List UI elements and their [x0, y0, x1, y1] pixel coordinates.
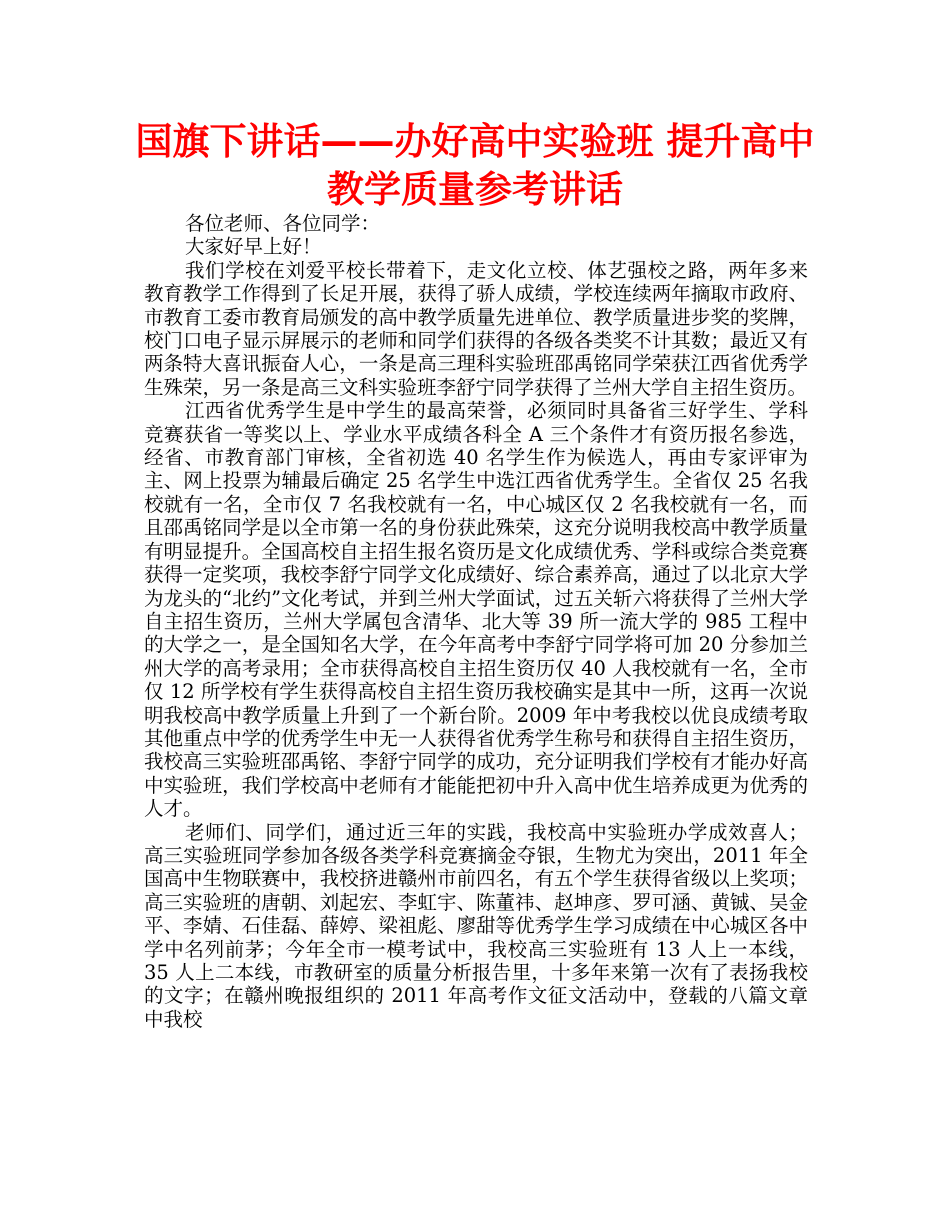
paragraph-honors: 江西省优秀学生是中学生的最高荣誉，必须同时具备省三好学生、学科竞赛获省一等奖以上、学业水平成绩各科全 A 三个条件才有资历报名参选，经省、市教育部门审核，全省初选 40 名学生作为候选人，再由专家评审为主、网上投票为辅最后确定 25 名学生中选江西省优秀学生。全省仅 25 名我校就有一名，全市仅 7 名我校就有一名，中心城区仅 2 名我校就有一名，而且邵禹铭同学是以全市第一名的身份获此殊荣，这充分说明我校高中教学质量有明显提升。全国高校自主招生报名资历是文化成绩优秀、学科或综合类竞赛获得一定奖项，我校李舒宁同学文化成绩好、综合素养高，通过了以北京大学为龙头的“北约”文化考试，并到兰州大学面试，过五关斩六将获得了兰州大学自主招生资历，兰州大学属包含清华、北大等 39 所一流大学的 985 工程中的大学之一，是全国知名大学，在今年高考中李舒宁同学将可加 20 分参加兰州大学的高考录用；全市获得高校自主招生资历仅 40 人我校就有一名，全市仅 12 所学校有学生获得高校自主招生资历我校确实是其中一所，这再一次说明我校高中教学质量上升到了一个新台阶。2009 年中考我校以优良成绩考取其他重点中学的优秀学生中无一人获得省优秀学生称号和获得自主招生资历，我校高三实验班邵禹铭、李舒宁同学的成功，充分证明我们学校有才能办好高中实验班，我们学校高中老师有才能能把初中升入高中优生培养成更为优秀的人才。	[144, 399, 808, 821]
paragraph-achievements: 我们学校在刘爱平校长带着下，走文化立校、体艺强校之路，两年多来教育教学工作得到了长足开展，获得了骄人成绩，学校连续两年摘取市政府、市教育工委市教育局颁发的高中教学质量先进单位、教学质量进步奖的奖牌，校门口电子显示屏展示的老师和同学们获得的各级各类奖不计其数；最近又有两条特大喜讯振奋人心，一条是高三理科实验班邵禹铭同学荣获江西省优秀学生殊荣，另一条是高三文科实验班李舒宁同学获得了兰州大学自主招生资历。	[144, 258, 808, 399]
paragraph-hello: 大家好早上好！	[184, 235, 322, 259]
document-body	[144, 212, 808, 1031]
paragraph-results: 老师们、同学们，通过近三年的实践，我校高中实验班办学成效喜人；高三实验班同学参加各级各类学科竞赛摘金夺银，生物尤为突出，2011 年全国高中生物联赛中，我校挤进赣州市前四名，有五个学生获得省级以上奖项；高三实验班的唐朝、刘起宏、李虹宇、陈董祎、赵坤彦、罗可涵、黄铖、吴金平、李婧、石佳磊、薛婷、梁祖彪、廖甜等优秀学生学习成绩在中心城区各中学中名列前茅；今年全市一模考试中，我校高三实验班有 13 人上一本线，35 人上二本线，市教研室的质量分析报告里，十多年来第一次有了表扬我校的文字；在赣州晚报组织的 2011 年高考作文征文活动中，登载的八篇文章中我校	[144, 820, 808, 1031]
paragraph-greeting: 各位老师、各位同学：	[184, 212, 380, 235]
document-title: 国旗下讲话——办好高中实验班 提升高中教学质量参考讲话	[135, 120, 815, 211]
